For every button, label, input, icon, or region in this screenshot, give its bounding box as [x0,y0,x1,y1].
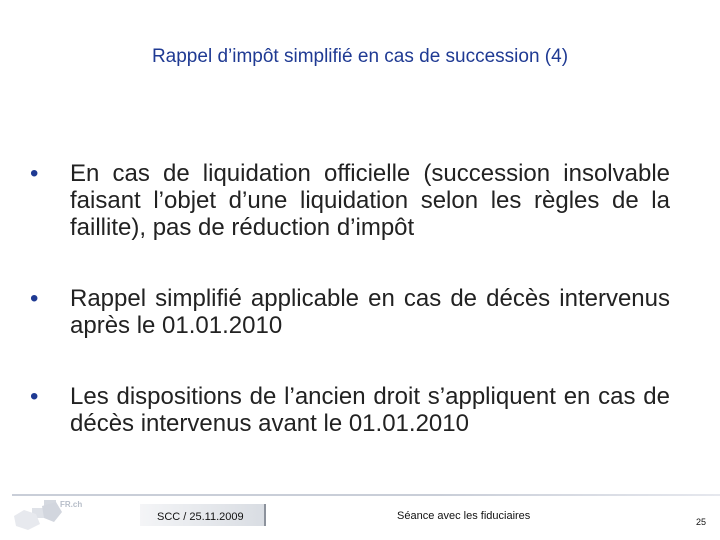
slide-title: Rappel d’impôt simplifié en cas de succession (4) [151,46,569,67]
bullet-text: En cas de liquidation officielle (succession insolvable faisant l’objet d’une liquidation selon les règles de la faillite), pas de réduction d’impôt [70,160,670,241]
bullet-dot: • [30,285,39,312]
logo-text: FR.ch [60,500,83,509]
bullet-text: Les dispositions de l’ancien droit s’appliquent en cas de décès intervenus avant le 01.01.2010 [70,383,670,437]
bullet-text: Rappel simplifié applicable en cas de décès intervenus après le 01.01.2010 [70,285,670,339]
bullet-item [30,383,670,437]
bullet-item [30,160,670,241]
bullet-dot: • [30,160,39,187]
bullet-item [30,285,670,339]
page-number: 25 [696,517,707,527]
bullet-dot: • [30,383,39,410]
footer-event: Séance avec les fiduciaires [397,510,531,522]
footer-date: SCC / 25.11.2009 [157,511,244,523]
bullet-list [30,160,670,481]
